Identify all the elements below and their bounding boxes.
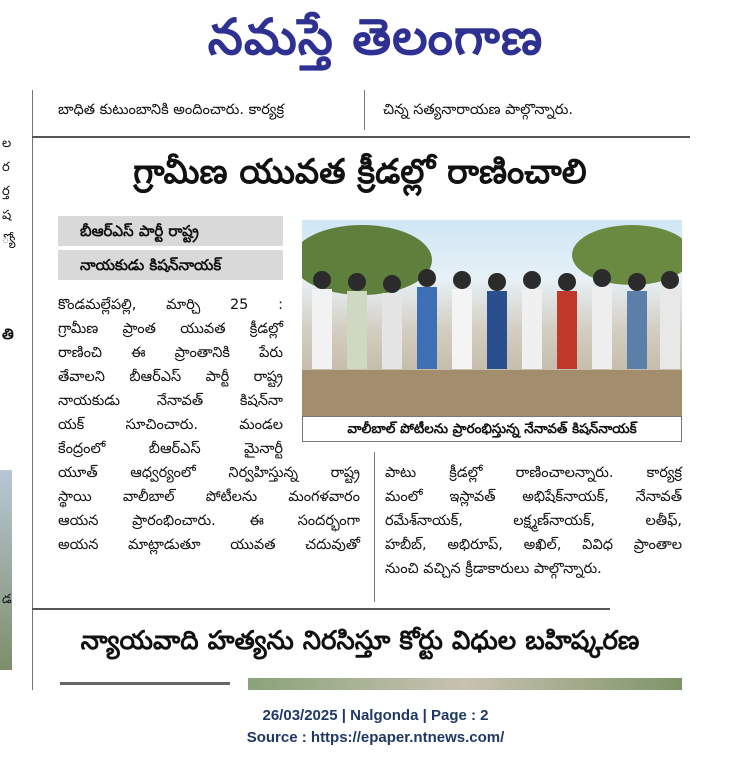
- masthead: [0, 0, 751, 86]
- top-strip-right-text: చిన్న సత్యనారాయణ పాల్గొన్నారు.: [383, 102, 574, 118]
- column-divider: [32, 90, 33, 690]
- body-line: నాయకుడు నేనావత్ కిషన్‌నా: [58, 393, 283, 409]
- edge-fragment: ్యో: [2, 232, 16, 247]
- newspaper-title: నమస్తే తెలంగాణ: [207, 7, 544, 66]
- adjacent-photo-fragment: [0, 470, 12, 670]
- edge-fragment: తి: [2, 325, 14, 343]
- article-headline: గ్రామీణ యువత క్రీడల్లో రాణించాలి: [133, 152, 587, 192]
- body-line: రాణించి ఈ ప్రాంతానికి పేరు: [58, 345, 283, 361]
- body-line: ఆయన ప్రారంభించారు. ఈ సందర్భంగా: [58, 513, 360, 529]
- body-line: అయన మాట్లాడుతూ యువత చదువుతో: [58, 537, 360, 553]
- top-rule: [32, 136, 690, 138]
- footer-edition-line: 26/03/2025 | Nalgonda | Page : 2: [262, 707, 489, 724]
- body-line: తేవాలని బీఆర్ఎస్ పార్టీ రాష్ట్ర: [58, 369, 283, 385]
- top-strip-left-text: బాధిత కుటుంబానికి అందించారు. కార్యక్ర: [58, 102, 285, 118]
- event-photo: [302, 220, 682, 416]
- body-line: హబీబ్, అభిరూప్, అఖిల్, వివిధ ప్రాంతాల: [385, 537, 682, 553]
- body-line: కొండమల్లేపల్లి, మార్చి 25 :: [58, 297, 283, 313]
- next-article-text-fragment: [60, 682, 230, 685]
- body-line: కేంద్రంలో బీఆర్ఎస్ మైనార్టీ: [58, 441, 283, 457]
- body-line: పాటు క్రీడల్లో రాణించాలన్నారు. కార్యక్ర: [385, 465, 682, 481]
- body-line: రమేశ్‌నాయక్, లక్ష్మణ్‌నాయక్, లతీఫ్,: [385, 513, 682, 529]
- next-article-headline: న్యాయవాది హత్యను నిరసిస్తూ కోర్టు విధుల బహిష్కరణ: [80, 626, 640, 656]
- subhead-line-2: నాయకుడు కిషన్‌నాయక్: [58, 250, 283, 280]
- body-line: స్థాయి వాలీబాల్ పోటీలను మంగళవారం: [58, 489, 360, 505]
- footer-source-line: Source : https://epaper.ntnews.com/: [246, 729, 505, 746]
- article-bottom-rule: [32, 608, 610, 610]
- subhead-line-1: బీఆర్ఎస్ పార్టీ రాష్ట్ర: [58, 216, 283, 246]
- top-strip-divider: [364, 90, 365, 130]
- body-line: మంలో ఇస్లావత్ అభిషేక్‌నాయక్, నేనావత్: [385, 489, 682, 505]
- body-line: నుంచి వచ్చిన క్రీడాకారులు పాల్గొన్నారు.: [385, 561, 602, 577]
- body-column-divider: [374, 452, 375, 602]
- photo-caption: వాలీబాల్ పోటీలను ప్రారంభిస్తున్న నేనావత్ కిషన్‌నాయక్: [302, 416, 682, 442]
- edge-fragment: ష: [2, 208, 12, 223]
- body-line: యక్ సూచించారు. మండల: [58, 417, 283, 433]
- edge-fragment: డ: [2, 592, 12, 607]
- next-article-photo-fragment: [248, 678, 682, 690]
- body-line: గ్రామీణ ప్రాంత యువత క్రీడల్లో: [58, 321, 283, 337]
- event-photo-illustration: [302, 220, 682, 416]
- body-line: యూత్ ఆధ్వర్యంలో నిర్వహిస్తున్న రాష్ట్ర: [58, 465, 360, 481]
- edge-fragment: ల: [2, 136, 12, 151]
- edge-fragment: ర: [2, 160, 10, 175]
- edge-fragment: ర్త: [2, 184, 10, 199]
- newspaper-clipping: [0, 90, 690, 690]
